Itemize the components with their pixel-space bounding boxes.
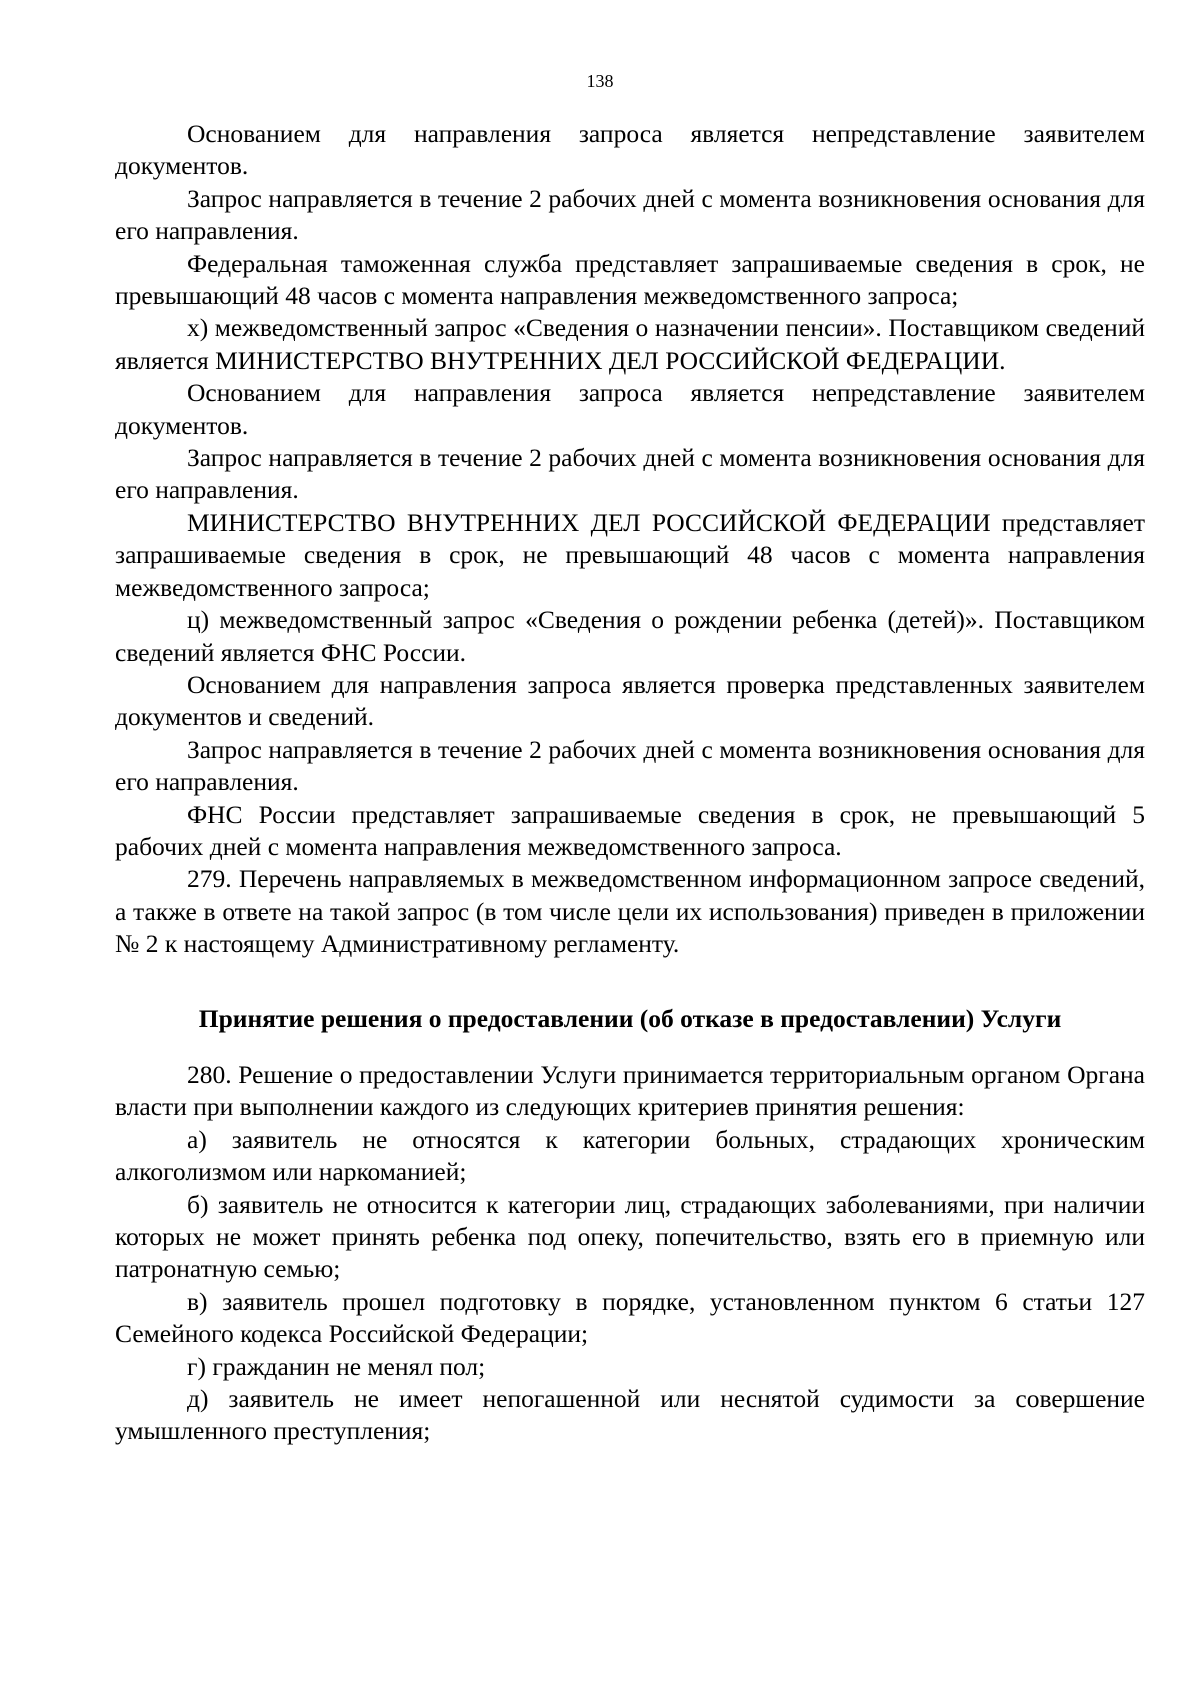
paragraph: Запрос направляется в течение 2 рабочих дней с момента возникновения основания для его направления. [115, 734, 1145, 797]
paragraph: д) заявитель не имеет непогашенной или неснятой судимости за совершение умышленного преступления; [115, 1384, 1145, 1446]
paragraph: ФНС России представляет запрашиваемые сведения в срок, не превышающий 5 рабочих дней с момента направления межведомственного запроса. [115, 799, 1145, 861]
section-heading: Принятие решения о предоставлении (об отказе в предоставлении) Услуги [198, 1003, 1062, 1033]
paragraph: г) гражданин не менял пол; [187, 1351, 486, 1381]
paragraph: ц) межведомственный запрос «Сведения о рождении ребенка (детей)». Поставщиком сведений является ФНС России. [115, 605, 1145, 667]
paragraph: Основанием для направления запроса является непредставление заявителем документов. [115, 378, 1145, 440]
paragraph: Федеральная таможенная служба представляет запрашиваемые сведения в срок, не превышающий 48 часов с момента направления межведомственного запроса; [115, 248, 1145, 311]
paragraph: Основанием для направления запроса является непредставление заявителем документов. [115, 119, 1145, 181]
paragraph: в) заявитель прошел подготовку в порядке, установленном пунктом 6 статьи 127 Семейного кодекса Российской Федерации; [115, 1286, 1145, 1349]
paragraph: 279. Перечень направляемых в межведомственном информационном запросе сведений, а также в ответе на такой запрос (в том числе цели их использования) приведен в приложении № 2 к настоящему Административному регламенту. [115, 864, 1145, 959]
paragraph: Запрос направляется в течение 2 рабочих дней с момента возникновения основания для его направления. [115, 443, 1145, 505]
document-body [115, 118, 1145, 1448]
paragraph: б) заявитель не относится к категории лиц, страдающих заболеваниями, при наличии которых не может принять ребенка под опеку, попечительство, взять его в приемную или патронатную семью; [115, 1189, 1145, 1284]
page-number: 138 [586, 71, 614, 91]
paragraph: Основанием для направления запроса является проверка представленных заявителем документов и сведений. [115, 669, 1145, 732]
paragraph: МИНИСТЕРСТВО ВНУТРЕННИХ ДЕЛ РОССИЙСКОЙ ФЕДЕРАЦИИ представляет запрашиваемые сведения в срок, не превышающий 48 часов с момента направления межведомственного запроса; [115, 507, 1145, 602]
paragraph: Запрос направляется в течение 2 рабочих дней с момента возникновения основания для его направления. [115, 183, 1145, 246]
paragraph: а) заявитель не относятся к категории больных, страдающих хроническим алкоголизмом или наркоманией; [115, 1124, 1145, 1187]
paragraph: 280. Решение о предоставлении Услуги принимается территориальным органом Органа власти при выполнении каждого из следующих критериев принятия решения: [115, 1059, 1145, 1122]
paragraph: х) межведомственный запрос «Сведения о назначении пенсии». Поставщиком сведений является МИНИСТЕРСТВО ВНУТРЕННИХ ДЕЛ РОССИЙСКОЙ ФЕДЕРАЦИИ. [115, 313, 1145, 375]
